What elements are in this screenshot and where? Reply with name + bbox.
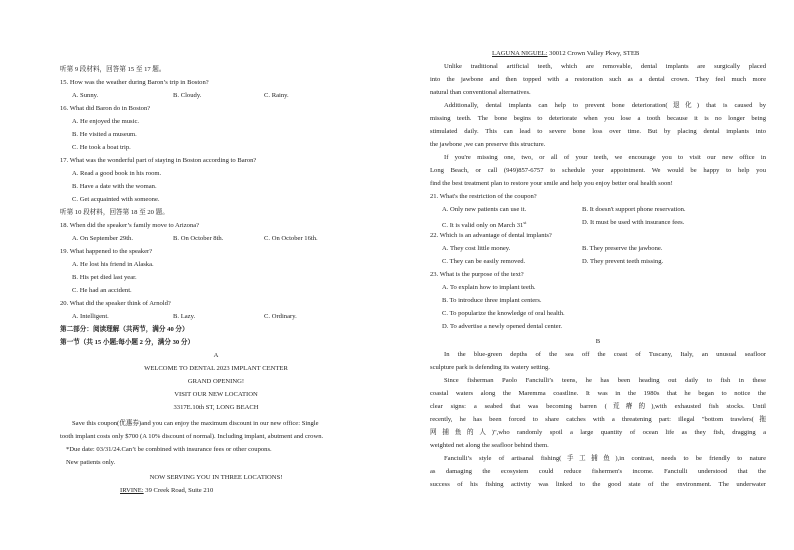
option-19b: B. His pet died last year. bbox=[72, 274, 137, 281]
option-15b: B. Cloudy. bbox=[173, 92, 202, 99]
option-23c: C. To popularize the knowledge of oral health. bbox=[442, 310, 565, 317]
question-19: 19. What happened to the speaker? bbox=[60, 248, 153, 255]
option-21a: A. Only new patients can use it. bbox=[442, 206, 527, 213]
option-23b: B. To introduce three implant centers. bbox=[442, 297, 542, 304]
ad-p1-line3: natural than conventional alternatives. bbox=[430, 89, 531, 96]
laguna-address: 30012 Crown Valley Pkwy, STEB bbox=[547, 50, 640, 57]
option-23d: D. To advertise a newly opened dental center. bbox=[442, 323, 563, 330]
ad-grand-opening: GRAND OPENING! bbox=[187, 378, 245, 385]
part-two-heading: 第二部分：阅读理解（共两节，满分 40 分） bbox=[60, 326, 189, 333]
b-p1-line1: In the blue-green depths of the sea off the coast of Tuscany, Italy, an unusual seafloor bbox=[444, 351, 766, 358]
ad-new-patients: New patients only. bbox=[66, 459, 116, 466]
option-20c: C. Ordinary. bbox=[264, 313, 297, 320]
b-p3-line2: as damaging the ecosystem could reduce fishermen's income. Fanciulli understood that the bbox=[430, 468, 766, 475]
ad-p1-line1: Unlike traditional artificial teeth, which are removable, dental implants are surgically placed bbox=[444, 63, 766, 70]
ad-three-locations: NOW SERVING YOU IN THREE LOCATIONS! bbox=[149, 474, 283, 481]
question-20: 20. What did the speaker think of Arnold? bbox=[60, 300, 171, 307]
b-p1-line2: sculpture park is defending its watery setting. bbox=[430, 364, 550, 371]
section-heading-10: 听第 10 段材料，回答第 18 至 20 题。 bbox=[60, 209, 169, 216]
ad-paragraph-1a: Save this coupon(优惠券)and you can enjoy the maximum discount in our new office: Single bbox=[72, 420, 319, 427]
option-15a: A. Sunny. bbox=[72, 92, 99, 99]
laguna-label: LAGUNA NIGUEL: bbox=[492, 50, 548, 57]
ad-p3-line2: Long Beach, or call (949)857-6757 to schedule your appointment. We would be happy to help you bbox=[430, 167, 766, 174]
b-p2-line6: weighted net along the seafloor behind them. bbox=[430, 442, 549, 449]
laguna-location bbox=[492, 50, 639, 58]
option-20b: B. Lazy. bbox=[173, 313, 196, 320]
option-21d: D. It must be used with insurance fees. bbox=[582, 219, 685, 226]
b-p3-line3: success of his fishing activity was linked to the good state of the environment. The underwater bbox=[430, 481, 766, 488]
ad-irvine bbox=[120, 487, 213, 495]
option-18b: B. On October 8th. bbox=[173, 235, 224, 242]
passage-a-label: A bbox=[213, 352, 219, 359]
option-22a: A. They cost little money. bbox=[442, 245, 511, 252]
option-16c: C. He took a boat trip. bbox=[72, 144, 131, 151]
b-p2-line1: Since fisherman Paolo Fanciulli’s teens, he has been heading out daily to fish in these bbox=[444, 377, 766, 384]
b-p2-line4: recently, he has been forced to share catches with a threatening part: illegal "bottom trawlers(拖 bbox=[430, 416, 766, 423]
option-21c bbox=[442, 219, 526, 230]
passage-b-label: B bbox=[595, 338, 601, 345]
ad-address: 3317E.10th ST, LONG BEACH bbox=[173, 404, 259, 411]
ad-p2-line4: the jawbone ,we can preserve this structure. bbox=[430, 141, 546, 148]
option-22d: D. They prevent teeth missing. bbox=[582, 258, 664, 265]
ad-visit-location: VISIT OUR NEW LOCATION bbox=[174, 391, 258, 398]
option-16b: B. He visited a museum. bbox=[72, 131, 137, 138]
question-21: 21. What's the restriction of the coupon? bbox=[430, 193, 537, 200]
b-p3-line1: Fanciulli’s style of artisanal fishing(手工捕鱼),in contrast, needs to be friendly to nature bbox=[444, 455, 766, 462]
option-18a: A. On September 29th. bbox=[72, 235, 133, 242]
option-17b: B. Have a date with the woman. bbox=[72, 183, 157, 190]
option-16a: A. He enjoyed the music. bbox=[72, 118, 140, 125]
ad-p2-line1: Additionally, dental implants can help to prevent bone deterioration(退化) that is caused by bbox=[444, 102, 766, 109]
question-15: 15. How was the weather during Baron’s trip in Boston? bbox=[60, 79, 209, 86]
ad-paragraph-1b: tooth implant costs only $700 (A 10% discount of normal). Including implant, abutment and crown. bbox=[60, 433, 324, 440]
option-17a: A. Read a good book in his room. bbox=[72, 170, 162, 177]
option-23a: A. To explain how to implant teeth. bbox=[442, 284, 536, 291]
ad-p1-line2: into the jawbone and then topped with a restoration such as a dental crown. They feel much more bbox=[430, 76, 766, 83]
question-16: 16. What did Baron do in Boston? bbox=[60, 105, 151, 112]
option-15c: C. Rainy. bbox=[264, 92, 289, 99]
ad-p3-line3: find the best treatment plan to restore your smile and help you enjoy better oral health soon! bbox=[430, 180, 673, 187]
section-heading-9: 听第 9 段材料，回答第 15 至 17 题。 bbox=[60, 66, 166, 73]
ad-welcome: WELCOME TO DENTAL 2023 IMPLANT CENTER bbox=[144, 365, 288, 372]
question-23: 23. What is the purpose of the text? bbox=[430, 271, 524, 278]
option-19c: C. He had an accident. bbox=[72, 287, 132, 294]
ad-p3-line1: If you're missing one, two, or all of your teeth, we encourage you to visit our new office in bbox=[444, 154, 766, 161]
b-p2-line3: clear signs: a seabed that was becoming barren (荒瘠的),with exhausted fish stocks. Until bbox=[430, 403, 766, 410]
option-20a: A. Intelligent. bbox=[72, 313, 109, 320]
b-p2-line5: 网捕鱼的人)",who randomly spoil a large quantity of ocean life as they fish, dragging a bbox=[430, 429, 766, 436]
b-p2-line2: coastal waters along the Maremma coastline. It was in the 1980s that he began to notice the bbox=[430, 390, 766, 397]
ad-p2-line3: stimulated daily. This can lead to severe bone loss over time. But by placing dental implants into bbox=[430, 128, 766, 135]
option-22c: C. They can be easily removed. bbox=[442, 258, 526, 265]
question-17: 17. What was the wonderful part of staying in Boston according to Baron? bbox=[60, 157, 257, 164]
option-18c: C. On October 16th. bbox=[264, 235, 318, 242]
option-22b: B. They preserve the jawbone. bbox=[582, 245, 663, 252]
irvine-address: 39 Creek Road, Suite 210 bbox=[143, 487, 214, 494]
option-21c-text: C. It is valid only on March 31 bbox=[442, 222, 524, 230]
ad-p2-line2: missing teeth. The bone begins to deteriorate when you lose a tooth because it is no longer being bbox=[430, 115, 766, 122]
irvine-label: IRVINE: bbox=[120, 487, 144, 494]
section-one-heading: 第一节（共 15 小题;每小题 2 分，满分 30 分） bbox=[60, 339, 195, 346]
option-19a: A. He lost his friend in Alaska. bbox=[72, 261, 154, 268]
option-21b: B. It doesn't support phone reservation. bbox=[582, 206, 686, 213]
option-21c-sup: st bbox=[523, 220, 527, 225]
question-18: 18. When did the speaker’s family move to Arizona? bbox=[60, 222, 200, 229]
ad-due-date: *Due date: 03/31/24.Can’t be combined with insurance fees or other coupons. bbox=[66, 446, 272, 453]
question-22: 22. Which is an advantage of dental implants? bbox=[430, 232, 552, 239]
option-17c: C. Get acquainted with someone. bbox=[72, 196, 160, 203]
